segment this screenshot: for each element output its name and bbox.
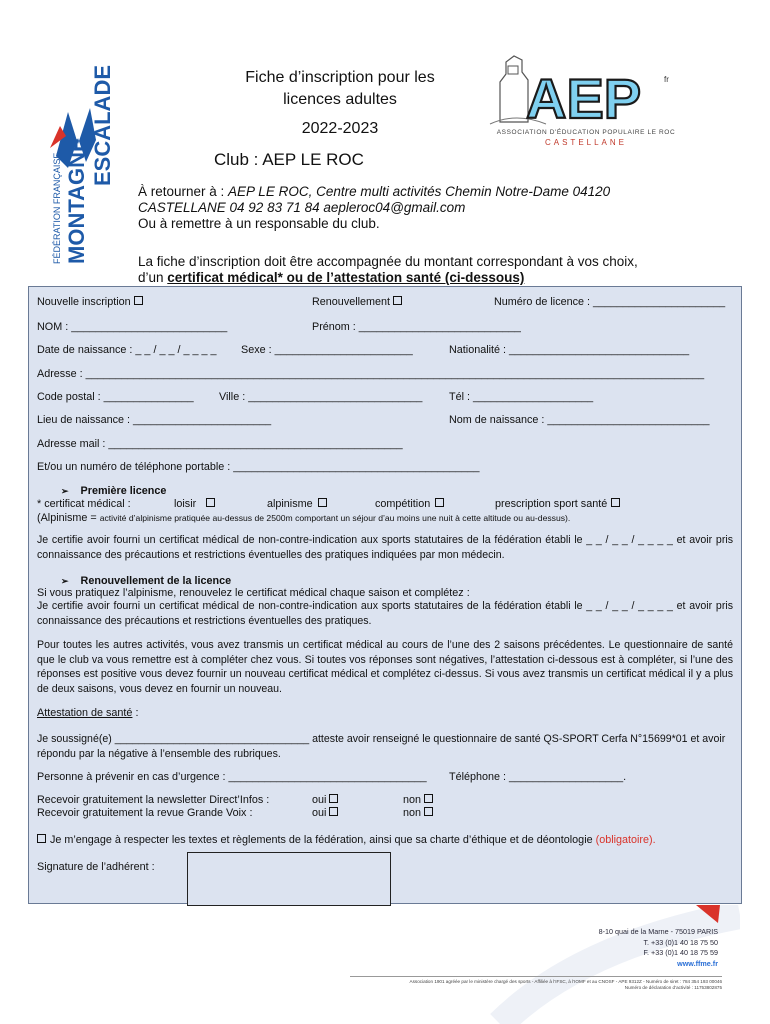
- newsletter-label: Recevoir gratuitement la newsletter Direct’Infos :: [37, 794, 270, 806]
- magazine-no[interactable]: [403, 807, 433, 819]
- federation-website[interactable]: www.ffme.fr: [677, 958, 718, 968]
- legal-line2: Numéro de déclaration d’activité : 11753802875: [624, 985, 722, 990]
- last-name-field[interactable]: NOM : __________________________: [37, 321, 228, 333]
- federation-contact: [599, 927, 718, 969]
- mobile-phone-field[interactable]: Et/ou un numéro de téléphone portable : _________________________________________: [37, 461, 480, 473]
- first-license-certification: Je certifie avoir fourni un certificat médical de non-contre-indication aux sports statutaires de la fédération établi le _ _ / _ _ / _ _ _ _ et avoir pris connaissance des précautions et restrictions éventuelles des pratiques indiquées par mon médecin.: [37, 534, 733, 561]
- newsletter-no-checkbox[interactable]: [424, 794, 433, 803]
- new-registration-label: Nouvelle inscription: [37, 296, 131, 308]
- return-prefix: À retourner à :: [138, 184, 229, 199]
- email-field[interactable]: Adresse mail : _________________________________________________: [37, 438, 403, 450]
- notice-line2-prefix: d’un: [138, 270, 168, 285]
- renewal-certification: Je certifie avoir fourni un certificat médical de non-contre-indication aux sports statutaires de la fédération établi le _ _ / _ _ / _ _ _ _ et avoir pris connaissance des précautions et restrictions éventuelles des pratiques.: [37, 600, 733, 627]
- magazine-no-label: non: [403, 807, 422, 819]
- leisure-checkbox[interactable]: [206, 498, 215, 507]
- newsletter-no[interactable]: [403, 794, 433, 806]
- magazine-label: Recevoir gratuitement la revue Grande Voix :: [37, 807, 253, 819]
- competition-option[interactable]: [375, 498, 444, 510]
- magazine-yes[interactable]: [312, 807, 338, 819]
- renewal-checkbox[interactable]: [393, 296, 402, 305]
- first-name-field[interactable]: Prénom : ___________________________: [312, 321, 521, 333]
- federation-address: 8-10 quai de la Marne - 75019 PARIS: [598, 927, 718, 936]
- engagement-checkbox[interactable]: [37, 834, 46, 843]
- magazine-yes-checkbox[interactable]: [329, 807, 338, 816]
- form-title: [200, 67, 480, 111]
- birth-date-field[interactable]: Date de naissance : _ _ / _ _ / _ _ _ _: [37, 344, 217, 356]
- new-registration-field[interactable]: [37, 296, 143, 308]
- notice-emphasis: certificat médical* ou de l’attestation santé (ci-dessous): [167, 270, 525, 285]
- return-address2: CASTELLANE 04 92 83 71 84 aepleroc04@gmail.com: [138, 200, 466, 215]
- competition-label: compétition: [375, 498, 431, 510]
- other-activities-text: Pour toutes les autres activités, vous avez transmis un certificat médical au cours de l’une des 2 saisons précédentes. Le questionnaire de santé que le club va vous remettre est à compléter chez vous. Si toutes vos réponses sont négatives, l’attestation ci-dessous est à compléter, si l’une des réponses est positive vous devez fournir un nouveau certificat médical et complétez ci-dessus. Si vous avez transmis un certificat médical il y a plus de deux saisons, vous devez en fournir un nouveau.: [37, 639, 733, 695]
- birth-place-field[interactable]: Lieu de naissance : _______________________: [37, 414, 272, 426]
- engagement-text: Je m’engage à respecter les textes et règlements de la fédération, ainsi que sa charte d’éthique et de déontologie: [50, 834, 596, 846]
- season-year: 2022-2023: [301, 120, 379, 137]
- sex-field[interactable]: Sexe : _______________________: [241, 344, 413, 356]
- arrow-icon: ➢: [61, 486, 69, 496]
- health-attestation-heading-text: Attestation de santé: [37, 707, 133, 719]
- aep-letters: AEP: [526, 67, 642, 130]
- medical-cert-label: * certificat médical :: [37, 498, 131, 510]
- emergency-phone-field[interactable]: Téléphone : ___________________.: [449, 771, 627, 783]
- renewal-heading-text: Renouvellement de la licence: [80, 575, 232, 587]
- renewal-intro: Si vous pratiquez l’alpinisme, renouvelez le certificat médical chaque saison et complétez :: [37, 587, 470, 599]
- legal-notice: [350, 976, 722, 991]
- health-attestation-text[interactable]: Je soussigné(e) _________________________________ atteste avoir renseigné le questionnaire de santé QS-SPORT Cerfa N°15699*01 et avoir répondu par la négative à l’ensemble des rubriques.: [37, 733, 726, 760]
- mountaineering-option[interactable]: [267, 498, 327, 510]
- notice-text: [138, 254, 698, 286]
- club-name: Club : AEP LE ROC: [214, 150, 364, 169]
- arrow-icon: ➢: [61, 576, 69, 586]
- notice-line1: La fiche d’inscription doit être accompagnée du montant correspondant à vos choix,: [138, 254, 638, 269]
- renewal-heading: [61, 575, 231, 587]
- phone-field[interactable]: Tél : ____________________: [449, 391, 594, 403]
- signature-box[interactable]: [187, 852, 391, 906]
- newsletter-yes-checkbox[interactable]: [329, 794, 338, 803]
- mandatory-note: (obligatoire).: [595, 834, 656, 846]
- health-attestation-heading: [37, 707, 138, 719]
- mountaineering-note-prefix: (Alpinisme =: [37, 512, 100, 524]
- magazine-yes-label: oui: [312, 807, 327, 819]
- mountaineering-note-text: activité d’alpinisme pratiquée au-dessus de 2500m comportant un séjour d’au moins une nuit à cette altitude ou au-dessus).: [99, 513, 571, 523]
- leisure-label: loisir: [174, 498, 197, 510]
- competition-checkbox[interactable]: [435, 498, 444, 507]
- title-line1: Fiche d’inscription pour les: [245, 69, 435, 86]
- birth-name-field[interactable]: Nom de naissance : ___________________________: [449, 414, 710, 426]
- registration-form: [28, 286, 742, 904]
- new-registration-checkbox[interactable]: [134, 296, 143, 305]
- first-license-heading-text: Première licence: [80, 485, 167, 497]
- health-attestation-heading-suffix: :: [132, 707, 139, 719]
- health-sport-option[interactable]: [495, 498, 620, 510]
- legal-line1: Association 1901 agréée par le ministère chargé des sports - Affiliée à l’IFSC, à l’IOMF et au CNOSF - APE 9312Z - Numéro de siret : 784 354 193 00046: [409, 979, 722, 984]
- renewal-label: Renouvellement: [312, 296, 391, 308]
- first-license-heading: [61, 485, 166, 497]
- aep-sup: fr: [664, 75, 669, 84]
- ffme-logo: [38, 40, 120, 276]
- newsletter-yes-label: oui: [312, 794, 327, 806]
- address-field[interactable]: Adresse : _______________________________________________________________________________________________________: [37, 368, 705, 380]
- nationality-field[interactable]: Nationalité : ______________________________: [449, 344, 690, 356]
- aep-caption-association: ASSOCIATION D'ÉDUCATION POPULAIRE LE ROC: [496, 129, 676, 136]
- city-field[interactable]: Ville : _____________________________: [219, 391, 423, 403]
- postal-code-field[interactable]: Code postal : _______________: [37, 391, 194, 403]
- mountaineering-label: alpinisme: [267, 498, 313, 510]
- leisure-option[interactable]: [174, 498, 215, 510]
- ffme-line2: MONTAGNE: [64, 137, 89, 264]
- return-line3: Ou à remettre à un responsable du club.: [138, 216, 380, 231]
- return-address1: AEP LE ROC, Centre multi activités Chemin Notre-Dame 04120: [228, 184, 611, 199]
- ffme-line3: ESCALADE: [90, 64, 115, 186]
- federation-phone: T. +33 (0)1 40 18 75 50: [643, 937, 718, 947]
- magazine-no-checkbox[interactable]: [424, 807, 433, 816]
- engagement-field[interactable]: [37, 834, 656, 846]
- health-sport-label: prescription sport santé: [495, 498, 608, 510]
- title-line2: licences adultes: [283, 91, 397, 108]
- return-instructions: [138, 184, 698, 232]
- mountaineering-note: [37, 512, 570, 524]
- federation-fax: F. +33 (0)1 40 18 75 59: [643, 948, 718, 957]
- newsletter-no-label: non: [403, 794, 422, 806]
- ffme-line1: FÉDÉRATION FRANÇAISE: [52, 152, 62, 264]
- signature-label: Signature de l’adhérent :: [37, 861, 155, 873]
- renewal-field[interactable]: [312, 296, 402, 308]
- aep-caption-city: CASTELLANE: [544, 138, 628, 147]
- newsletter-yes[interactable]: [312, 794, 338, 806]
- license-number-field[interactable]: Numéro de licence : ______________________: [494, 296, 726, 308]
- mountaineering-checkbox[interactable]: [318, 498, 327, 507]
- health-sport-checkbox[interactable]: [611, 498, 620, 507]
- emergency-contact-field[interactable]: Personne à prévenir en cas d’urgence : _________________________________: [37, 771, 427, 783]
